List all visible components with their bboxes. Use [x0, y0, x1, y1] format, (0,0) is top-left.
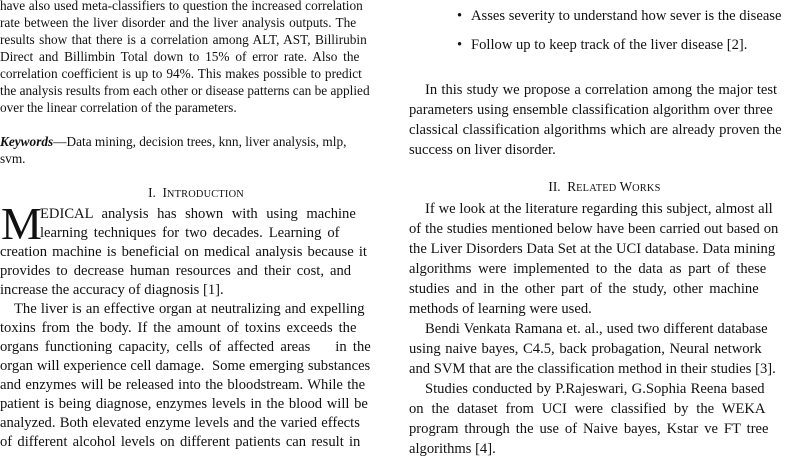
abstract-line: over the linear correlation of the parameters. — [0, 100, 237, 115]
abstract-line: correlation coefficient is up to 94%. This makes possible to predict — [0, 66, 362, 81]
body-line: provides to decrease human resources and their cost, and — [0, 263, 352, 279]
body-line: and enzymes will be released into the bloodstream. While the — [0, 377, 366, 393]
body-line: Bendi Venkata Ramana et. al., used two different database — [425, 321, 768, 337]
keywords-label: Keywords — [0, 134, 54, 149]
keywords-text: —Data mining, decision trees, knn, liver analysis, mlp, — [53, 134, 347, 149]
body-line: Studies conducted by P.Rajeswari, G.Sophia Reena based — [425, 381, 765, 397]
body-line: algorithms were implemented to the data as part of these — [409, 261, 767, 277]
body-line: The liver is an effective organ at neutralizing and expelling — [14, 301, 365, 317]
bullet-icon: • — [457, 8, 463, 24]
drop-cap: M — [1, 198, 42, 249]
abstract-line: results show that there is a correlation among ALT, AST, Billirubin — [0, 32, 367, 47]
list-item: • Follow up to keep track of the liver disease [2]. — [457, 37, 748, 53]
abstract-line: rate between the liver disorder and the liver analysis outputs. The — [0, 15, 357, 30]
body-line: program through the use of Naive bayes, Kstar ve FT tree — [409, 421, 769, 437]
section-heading-related-works: II. RELATED WORKS — [548, 179, 661, 194]
body-line: studies and in the other part of the study, other machine — [409, 281, 759, 297]
body-line: of different alcohol levels on different patients can result in — [0, 434, 361, 450]
body-line: algorithms [4]. — [409, 441, 496, 457]
body-line: using naive bayes, C4.5, back probagation, Neural network — [409, 341, 762, 357]
body-line: and SVM that are the classification method in their studies [3]. — [409, 361, 776, 377]
body-line: EDICAL analysis has shown with using machine — [40, 206, 356, 222]
body-line: If we look at the literature regarding this subject, almost all — [425, 201, 773, 217]
body-line: the Liver Disorders Data Set at the UCI database. Data mining — [409, 241, 776, 257]
body-line: organs functioning capacity, cells of affected areas in the — [0, 339, 371, 355]
body-line: patient is being diagnose, enzymes levels in the blood will be — [0, 396, 368, 412]
body-line: learning techniques for two decades. Learning of — [40, 225, 340, 241]
keywords-text-cont: svm. — [0, 151, 26, 166]
abstract-line: Direct and Billimbin Total down to 15% of error rate. Also the — [0, 49, 360, 64]
abstract-line: the analysis results from each other or disease patterns can be applied — [0, 83, 370, 98]
body-line: In this study we propose a correlation among the major test — [425, 82, 778, 98]
body-line: success on liver disorder. — [409, 142, 556, 158]
body-line: toxins from the body. If the amount of toxins exceeds the — [0, 320, 357, 336]
body-line: methods of learning were used. — [409, 301, 592, 317]
body-line: organ will experience cell damage. Some emerging substances — [0, 358, 371, 374]
body-line: increase the accuracy of diagnosis [1]. — [0, 282, 224, 298]
body-line: on the dataset from UCI were classified by the WEKA — [409, 401, 766, 417]
body-line: analyzed. Both elevated enzyme levels and the varied effects — [0, 415, 360, 431]
section-heading-introduction: I. INTRODUCTION — [148, 185, 244, 200]
body-line: creation machine is beneficial on medical analysis because it — [0, 244, 367, 260]
body-line: parameters using ensemble classification algorithm over three — [409, 102, 773, 118]
body-line: classical classification algorithms which are already proven the — [409, 122, 782, 138]
abstract-line: have also used meta-classifiers to question the increased correlation — [0, 0, 363, 13]
list-item: • Asses severity to understand how sever is the disease — [457, 8, 782, 24]
body-line: of the studies mentioned below have been carried out based on — [409, 221, 779, 237]
bullet-icon: • — [457, 37, 463, 53]
